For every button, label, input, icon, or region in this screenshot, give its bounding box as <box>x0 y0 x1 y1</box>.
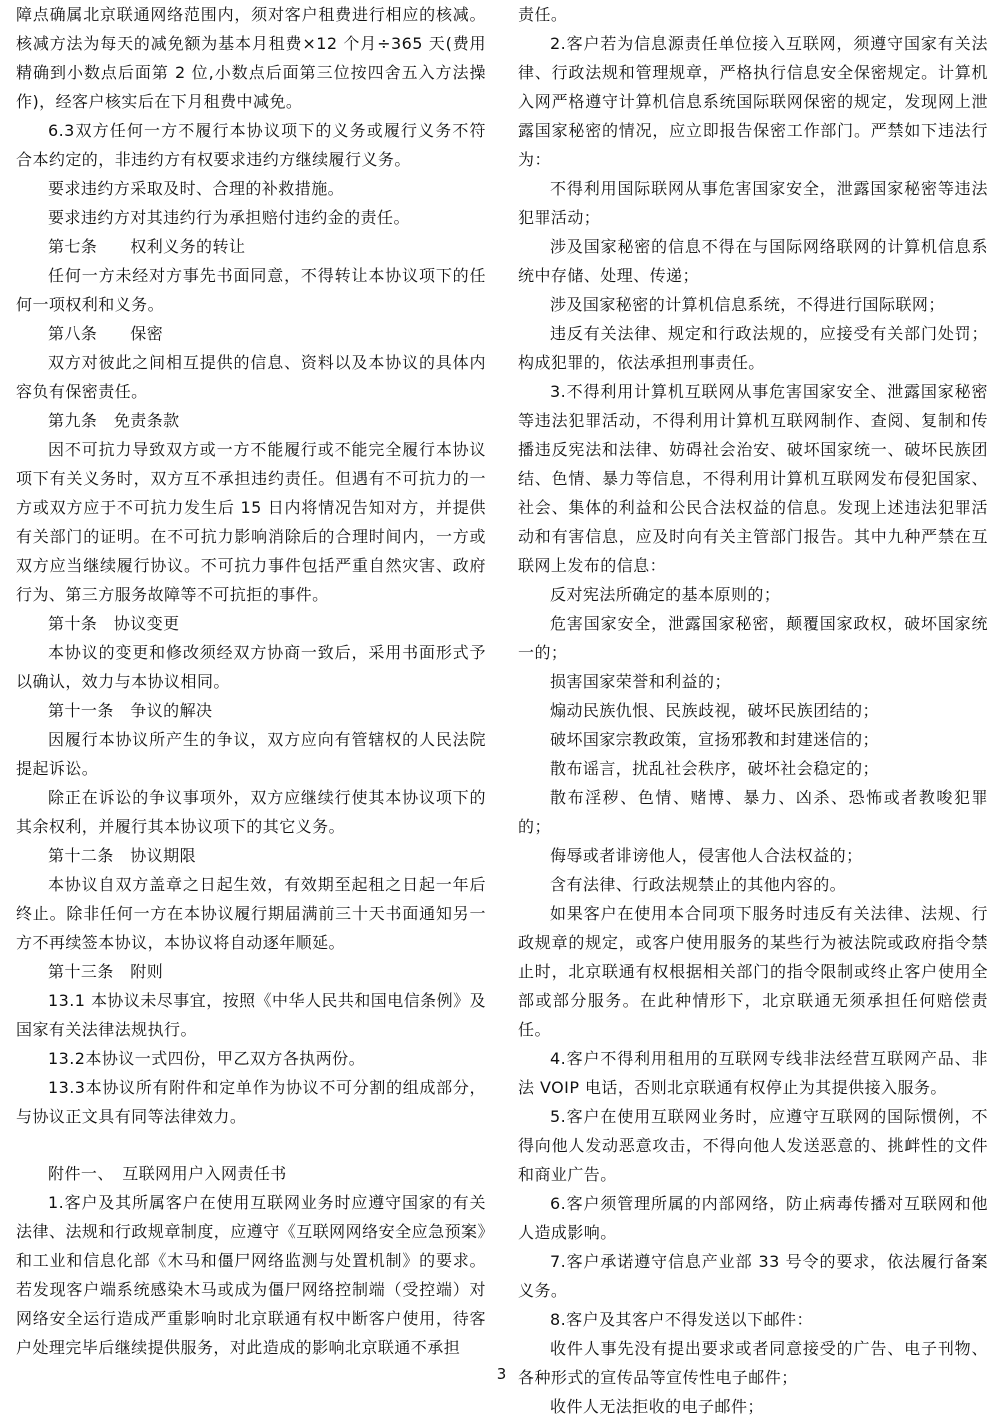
paragraph: 第十三条 附则 <box>48 962 164 981</box>
paragraph: 责任。 <box>518 5 568 24</box>
paragraph: 本协议自双方盖章之日起生效，有效期至起租之日起一年后终止。除非任何一方在本协议履行期届满前三十天书面通知另一方不再续签本协议，本协议将自动逐年顺延。 <box>16 875 486 952</box>
paragraph: 附件一、 互联网用户入网责任书 <box>48 1164 287 1183</box>
paragraph: 除正在诉讼的争议事项外，双方应继续行使其本协议项下的其余权利，并履行其本协议项下的其它义务。 <box>16 788 486 836</box>
paragraph: 本协议的变更和修改须经双方协商一致后，采用书面形式予以确认，效力与本协议相同。 <box>16 643 486 691</box>
paragraph: 侮辱或者诽谤他人，侵害他人合法权益的； <box>550 846 863 865</box>
paragraph: 1.客户及其所属客户在使用互联网业务时应遵守国家的有关法律、法规和行政规章制度，应遵守《互联网网络安全应急预案》和工业和信息化部《木马和僵尸网络监测与处置机制》的要求。若发现客户端系统感染木马或成为僵尸网络控制端（受控端）对网络安全运行造成严重影响时北京联通有权中断客户使用，待客户处理完毕后继续提供服务，对此造成的影响北京联通不承担 <box>16 1193 486 1357</box>
paragraph: 危害国家安全，泄露国家秘密，颠覆国家政权，破坏国家统一的； <box>518 614 988 662</box>
paragraph: 涉及国家秘密的信息不得在与国际网络联网的计算机信息系统中存储、处理、传递； <box>518 237 988 285</box>
paragraph: 双方对彼此之间相互提供的信息、资料以及本协议的具体内容负有保密责任。 <box>16 353 486 401</box>
paragraph: 2.客户若为信息源责任单位接入互联网，须遵守国家有关法律、行政法规和管理规章，严格执行信息安全保密规定。计算机入网严格遵守计算机信息系统国际联网保密的规定，发现网上泄露国家秘密的情况，应立即报告保密工作部门。严禁如下违法行为： <box>518 34 988 169</box>
right-column <box>518 0 988 1421</box>
left-column <box>16 0 486 1362</box>
paragraph: 煽动民族仇恨、民族歧视，破坏民族团结的； <box>550 701 880 720</box>
paragraph: 收件人事先没有提出要求或者同意接受的广告、电子刊物、各种形式的宣传品等宣传性电子邮件； <box>518 1339 988 1387</box>
paragraph: 违反有关法律、规定和行政法规的，应接受有关部门处罚；构成犯罪的，依法承担刑事责任。 <box>518 324 988 372</box>
paragraph: 8.客户及其客户不得发送以下邮件： <box>550 1310 813 1329</box>
paragraph: 5.客户在使用互联网业务时，应遵守互联网的国际惯例，不得向他人发动恶意攻击，不得向他人发送恶意的、挑衅性的文件和商业广告。 <box>518 1107 988 1184</box>
paragraph: 13.3本协议所有附件和定单作为协议不可分割的组成部分，与协议正文具有同等法律效力。 <box>16 1078 486 1126</box>
paragraph: 第七条 权利义务的转让 <box>48 237 246 256</box>
paragraph: 散布谣言，扰乱社会秩序，破坏社会稳定的； <box>550 759 880 778</box>
paragraph: 涉及国家秘密的计算机信息系统，不得进行国际联网； <box>550 295 945 314</box>
paragraph: 破坏国家宗教政策，宣扬邪教和封建迷信的； <box>550 730 880 749</box>
paragraph: 第十二条 协议期限 <box>48 846 197 865</box>
paragraph: 障点确属北京联通网络范围内，须对客户租费进行相应的核减。核减方法为每天的减免额为基本月租费×12 个月÷365 天(费用精确到小数点后面第 2 位,小数点后面第三位按四舍五入方法操作)，经客户核实后在下月租费中减免。 <box>16 5 486 111</box>
paragraph: 第九条 免责条款 <box>48 411 180 430</box>
paragraph: 4.客户不得利用租用的互联网专线非法经营互联网产品、非法 VOIP 电话，否则北京联通有权停止为其提供接入服务。 <box>518 1049 988 1097</box>
paragraph: 13.2本协议一式四份，甲乙双方各执两份。 <box>48 1049 366 1068</box>
paragraph: 因不可抗力导致双方或一方不能履行或不能完全履行本协议项下有关义务时，双方互不承担违约责任。但遇有不可抗力的一方或双方应于不可抗力发生后 15 日内将情况告知对方，并提供有关部门的证明。在不可抗力影响消除后的合理时间内，一方或双方应当继续履行协议。不可抗力事件包括严重自然灾害、政府行为、第三方服务故障等不可抗拒的事件。 <box>16 440 486 604</box>
paragraph: 第十条 协议变更 <box>48 614 180 633</box>
paragraph: 6.客户须管理所属的内部网络，防止病毒传播对互联网和他人造成影响。 <box>518 1194 988 1242</box>
paragraph: 要求违约方采取及时、合理的补救措施。 <box>48 179 345 198</box>
paragraph: 反对宪法所确定的基本原则的； <box>550 585 781 604</box>
paragraph: 不得利用国际联网从事危害国家安全，泄露国家秘密等违法犯罪活动； <box>518 179 988 227</box>
paragraph: 7.客户承诺遵守信息产业部 33 号令的要求，依法履行备案义务。 <box>518 1252 988 1300</box>
paragraph: 3.不得利用计算机互联网从事危害国家安全、泄露国家秘密等违法犯罪活动，不得利用计算机互联网制作、查阅、复制和传播违反宪法和法律、妨碍社会治安、破坏国家统一、破坏民族团结、色情、暴力等信息，不得利用计算机互联网发布侵犯国家、社会、集体的利益和公民合法权益的信息。发现上述违法犯罪活动和有害信息，应及时向有关主管部门报告。其中九种严禁在互联网上发布的信息： <box>518 382 988 575</box>
paragraph: 损害国家荣誉和利益的； <box>550 672 731 691</box>
paragraph: 任何一方未经对方事先书面同意，不得转让本协议项下的任何一项权利和义务。 <box>16 266 486 314</box>
paragraph: 因履行本协议所产生的争议，双方应向有管辖权的人民法院提起诉讼。 <box>16 730 486 778</box>
paragraph: 含有法律、行政法规禁止的其他内容的。 <box>550 875 847 894</box>
paragraph: 要求违约方对其违约行为承担赔付违约金的责任。 <box>48 208 410 227</box>
paragraph: 第八条 保密 <box>48 324 164 343</box>
page-number: 3 <box>496 1365 507 1383</box>
paragraph-spacer <box>16 1131 486 1159</box>
paragraph: 6.3双方任何一方不履行本协议项下的义务或履行义务不符合本约定的，非违约方有权要求违约方继续履行义务。 <box>16 121 486 169</box>
paragraph: 散布淫秽、色情、赌博、暴力、凶杀、恐怖或者教唆犯罪的； <box>518 788 988 836</box>
paragraph: 第十一条 争议的解决 <box>48 701 213 720</box>
paragraph: 如果客户在使用本合同项下服务时违反有关法律、法规、行政规章的规定，或客户使用服务的某些行为被法院或政府指令禁止时，北京联通有权根据相关部门的指令限制或终止客户使用全部或部分服务。在此种情形下，北京联通无须承担任何赔偿责任。 <box>518 904 988 1039</box>
paragraph: 收件人无法拒收的电子邮件； <box>550 1397 764 1416</box>
paragraph: 13.1 本协议未尽事宜，按照《中华人民共和国电信条例》及国家有关法律法规执行。 <box>16 991 486 1039</box>
